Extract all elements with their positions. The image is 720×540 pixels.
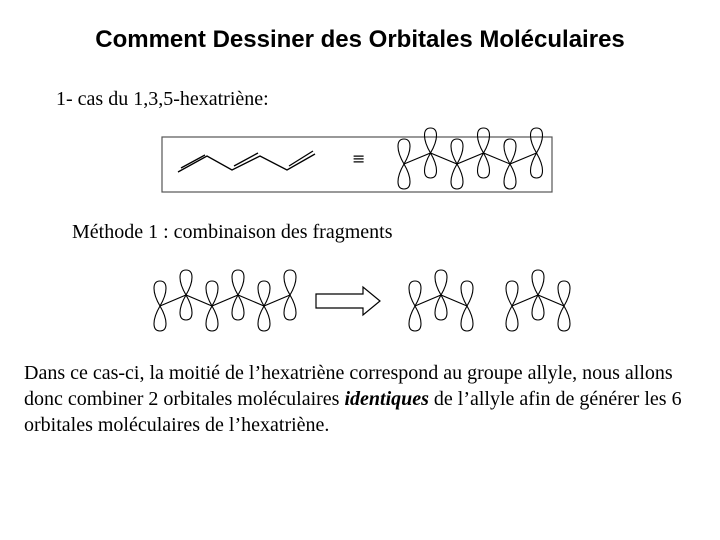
orbital-lobe [232, 270, 244, 295]
sigma-framework [404, 153, 537, 164]
orbital-lobe [532, 295, 544, 320]
orbital-lobe [154, 306, 166, 331]
explanation-paragraph [24, 360, 704, 438]
paragraph-emphasis: identiques [344, 388, 429, 410]
orbital-lobe [451, 164, 463, 189]
orbital-lobe [154, 281, 166, 306]
paragraph-text-2: de l’allyle afin de générer les 6 orbitales moléculaires de l’hexatriène. [24, 388, 682, 436]
orbital-lobe [258, 306, 270, 331]
hexatriene-skeletal-structure [178, 151, 315, 172]
orbital-lobe [504, 164, 516, 189]
orbital-lobe [425, 128, 437, 153]
orbital-lobe [206, 306, 218, 331]
sigma-framework [415, 295, 467, 306]
orbital-lobe [398, 164, 410, 189]
section-heading-hexatriene: 1- cas du 1,3,5-hexatriène: [56, 88, 269, 110]
page-title: Comment Dessiner des Orbitales Moléculaires [95, 26, 625, 53]
method-heading: Méthode 1 : combinaison des fragments [72, 221, 393, 243]
orbital-lobe [398, 139, 410, 164]
orbital-lobe [206, 281, 218, 306]
orbital-lobe [451, 139, 463, 164]
orbital-lobe [558, 281, 570, 306]
orbital-lobe [478, 153, 490, 178]
orbital-lobe [558, 306, 570, 331]
orbital-lobe [506, 281, 518, 306]
orbital-lobe [232, 295, 244, 320]
sigma-framework [512, 295, 564, 306]
orbital-lobe [478, 128, 490, 153]
sigma-framework [160, 295, 290, 306]
orbital-lobe [461, 306, 473, 331]
equivalence-symbol: ≡ [352, 149, 366, 168]
orbital-lobe [258, 281, 270, 306]
allyl-fragment-left [409, 270, 473, 331]
orbital-lobe [425, 153, 437, 178]
transform-arrow [316, 287, 380, 315]
orbital-lobe [180, 270, 192, 295]
orbital-lobe [461, 281, 473, 306]
paragraph-text-1: Dans ce cas-ci, la moitié de l’hexatriène correspond au groupe allyle, nous allons donc combiner 2 orbitales moléculaires [24, 362, 673, 410]
orbital-lobe [284, 295, 296, 320]
orbital-lobe [180, 295, 192, 320]
orbital-lobe [504, 139, 516, 164]
hollow-right-arrow [316, 287, 380, 315]
orbital-lobe [435, 295, 447, 320]
orbital-lobe [531, 128, 543, 153]
orbital-lobe [532, 270, 544, 295]
orbital-lobe [284, 270, 296, 295]
orbital-lobe [531, 153, 543, 178]
orbital-lobe [435, 270, 447, 295]
orbital-lobe [409, 306, 421, 331]
orbital-lobe [506, 306, 518, 331]
orbital-lobe [409, 281, 421, 306]
hexatriene-p-orbitals-method [154, 270, 296, 331]
allyl-fragment-right [506, 270, 570, 331]
